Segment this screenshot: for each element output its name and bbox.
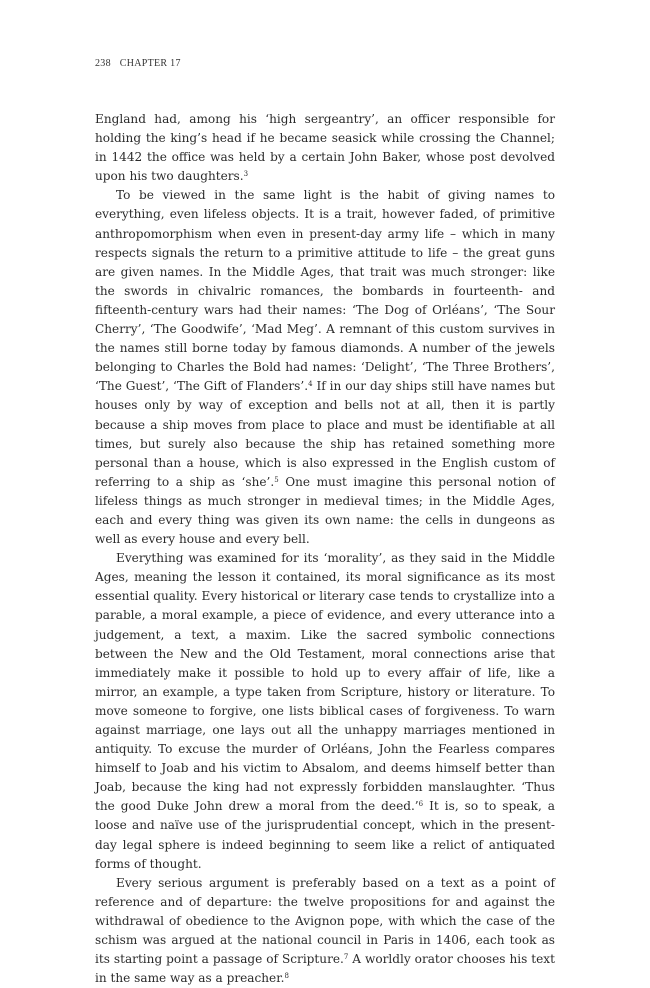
footnote-marker: 8 — [284, 972, 289, 981]
paragraph-1 — [95, 110, 555, 186]
paragraph-text: One must imagine this personal notion of lifeless things as much stronger in medieval times; in the Middle Ages, each and every thing was given its own name: the cells in dungeons as well as every house and every bell. — [95, 474, 555, 547]
paragraph-text: It is, so to speak, a loose and naïve use of the jurisprudential concept, which in the present-day legal sphere is indeed beginning to seem like a relict of antiquated forms of thought. — [95, 799, 555, 871]
page-number: 238 — [95, 58, 111, 69]
footnote-marker: 4 — [308, 380, 313, 389]
body-text — [95, 110, 555, 988]
footnote-marker: 6 — [418, 800, 424, 809]
paragraph-text: England had, among his ‘high sergeantry’, an officer responsible for holding the king’s head if he became seasick while crossing the Channel; in 1442 the office was held by a certain John Baker, whose post devolved upon his two daughters. — [95, 112, 555, 184]
paragraph-text: Every serious argument is preferably based on a text as a point of reference and of departure: the twelve propositions for and against the withdrawal of obedience to the Avignon pope, with which the case of the schism was argued at the national council in Paris in 1406, each took as its starting point a passage of Scripture. — [95, 875, 555, 967]
footnote-marker: 3 — [243, 170, 249, 179]
paragraph-4 — [95, 874, 555, 988]
footnote-marker: 5 — [274, 475, 279, 484]
paragraph-text: If in our day ships still have names but houses only by way of exception and bells not at all, then it is partly because a ship moves from place to place and must be identifiable at all times, but surely also because the ship has retained something more personal than a house, which is also expressed in the English custom of referring to a ship as ‘she’. — [95, 379, 555, 489]
paragraph-text: A worldly orator chooses his text in the same way as a preacher. — [95, 952, 555, 986]
paragraph-3 — [95, 549, 555, 874]
paragraph-text: Everything was examined for its ‘morality’, as they said in the Middle Ages, meaning the lesson it contained, its moral significance as its most essential quality. Every historical or literary case tends to crystallize into a parable, a moral example, a piece of evidence, and every utterance into a judgement, a text, a maxim. Like the sacred symbolic connections between the New and the Old Testament, moral connections arise that immediately make it possible to hold up to every affair of life, like a mirror, an example, a type taken from Scripture, history or literature. To move someone to forgive, one lists biblical cases of forgiveness. To warn against marriage, one lays out all the unhappy marriages mentioned in antiquity. To excuse the murder of Orléans, John the Fearless compares himself to Joab and his victim to Absalom, and deems himself better than Joab, because the king had not expressly forbidden manslaughter. ‘Thus the good Duke John drew a moral from the deed.’ — [95, 551, 555, 814]
paragraph-2 — [95, 186, 555, 549]
footnote-marker: 7 — [343, 953, 349, 962]
paragraph-text: To be viewed in the same light is the habit of giving names to everything, even lifeless objects. It is a trait, however faded, of primitive anthropomorphism when even in present-day army life – which in many respects signals the return to a primitive attitude to life – the great guns are given names. In the Middle Ages, that trait was much stronger: like the swords in chivalric romances, the bombards in fourteenth- and fifteenth-century wars had their names: ‘The Dog of Orléans’, ‘The Sour Cherry’, ‘The Goodwife’, ‘Mad Meg’. A remnant of this custom survives in the names still borne today by famous diamonds. A number of the jewels belonging to Charles the Bold had names: ‘Delight’, ‘The Three Brothers’, ‘The Guest’, ‘The Gift of Flanders’. — [95, 188, 555, 394]
chapter-label: CHAPTER 17 — [119, 58, 181, 69]
running-head — [95, 58, 181, 69]
